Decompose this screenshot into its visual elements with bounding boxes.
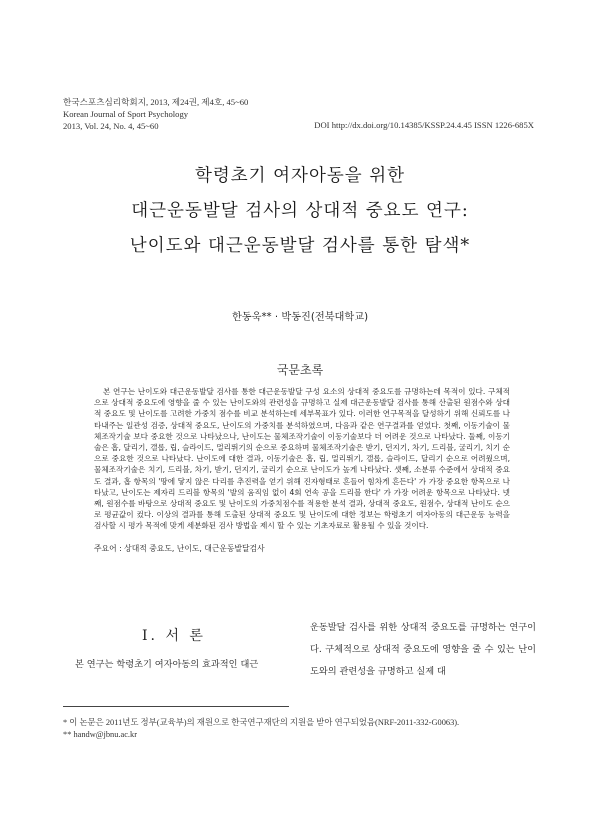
- footnote-funding: * 이 논문은 2011년도 정부(교육부)의 재원으로 한국연구재단의 지원을 받아 연구되었음(NRF-2011-332-G0063).: [63, 718, 460, 727]
- journal-name-kr: 한국스포츠심리학회지, 2013, 제24권, 제4호, 45~60: [63, 97, 249, 107]
- section-heading: Ⅰ. 서 론: [142, 628, 206, 644]
- title-line-2: 대근운동발달 검사의 상대적 중요도 연구:: [131, 201, 469, 221]
- abstract-heading: 국문초록: [276, 363, 324, 377]
- title-line-3: 난이도와 대근운동발달 검사를 통한 탐색*: [129, 236, 471, 256]
- abstract-body: 본 연구는 난이도와 대근운동발달 검사를 통한 대근운동발달 구성 요소의 상대적 중요도를 규명하는데 목적이 있다. 구체적으로 상대적 중요도에 영향을 줄 수 있는 난이도와의 관련성을 규명하고 실제 대근운동발달 검사를 통해 산출된 원점수와 상대적 중요도 및 난이도를 고려한 가중치 점수를 비교 분석하는데 세부목표가 있다. 이러한 연구목적을 달성하기 위해 신뢰도를 나타내주는 일관성 검증, 상대적 중요도, 난이도의 가중치를 분석하였으며, 다음과 같은 연구결과를 얻었다. 첫째, 이동기술이 물체조작기술 보다 중요한 것으로 나타났으나, 난이도는 물체조작기술이 이동기술보다 더 어려운 것으로 나타났다. 둘째, 이동기술은 홉, 달리기, 갤롭, 립, 슬라이드, 멀리뛰기의 순으로 중요하며 물체조작기술은 받기, 던지기, 차기, 드리블, 굴리기, 치기 순으로 중요한 것으로 나타났다. 난이도에 대한 결과, 이동기술은 홉, 립, 멀리뛰기, 갤롭, 슬라이드, 달리기 순으로 어려웠으며, 물체조작기술은 치기, 드리블, 차기, 받기, 던지기, 굴리기 순으로 난이도가 높게 나타났다. 셋째, 소분류 수준에서 상대적 중요도 결과, 홉 항목의 '땅에 닿지 않은 다리를 추진력을 얻기 위해 진자형태로 흔들어 힘차게 흔든다' 가 가장 중요한 항목으로 나타났고, 난이도는 제자리 드리블 항목의 '발의 움직임 없이 4회 연속 공을 드리블 한다' 가 가장 어려운 항목으로 나타났다. 넷째, 원점수를 바탕으로 상대적 중요도 및 난이도의 가중치점수를 적용한 분석 결과, 상대적 중요도, 원점수, 상대적 난이도 순으로 평균값이 컸다. 이상의 결과를 통해 도출된 상대적 중요도 및 난이도에 대한 정보는 학령초기 여자아동의 대근운동 능력을 검사할 시 평가 목적에 맞게 세분화된 검사 방법을 제시 할 수 있는 기초자료로 활용될 수 있을 것이다.: [94, 387, 510, 531]
- keywords: 주요어 : 상대적 중요도, 난이도, 대근운동발달검사: [94, 544, 265, 553]
- title-line-1: 학령초기 여자아동을 위한: [194, 166, 406, 186]
- intro-right-column: 운동발달 검사를 위한 상대적 중요도를 규명하는 연구이다. 구체적으로 상대적 중요도에 영향을 줄 수 있는 난이도와의 관련성을 규명하고 실제 대: [310, 622, 536, 677]
- footnote-email: ** handw@jbnu.ac.kr: [63, 730, 137, 739]
- author-line: 한동욱** · 박동진(전북대학교): [231, 312, 369, 323]
- footnote-divider: [63, 706, 289, 707]
- volume-info: 2013, Vol. 24, No. 4, 45~60: [63, 121, 159, 131]
- doi-issn: DOI http://dx.doi.org/10.14385/KSSP.24.4.45 ISSN 1226-685X: [314, 120, 534, 130]
- journal-name-en: Korean Journal of Sport Psychology: [63, 109, 189, 119]
- intro-left-column: 본 연구는 학령초기 여자아동의 효과적인 대근: [75, 659, 259, 670]
